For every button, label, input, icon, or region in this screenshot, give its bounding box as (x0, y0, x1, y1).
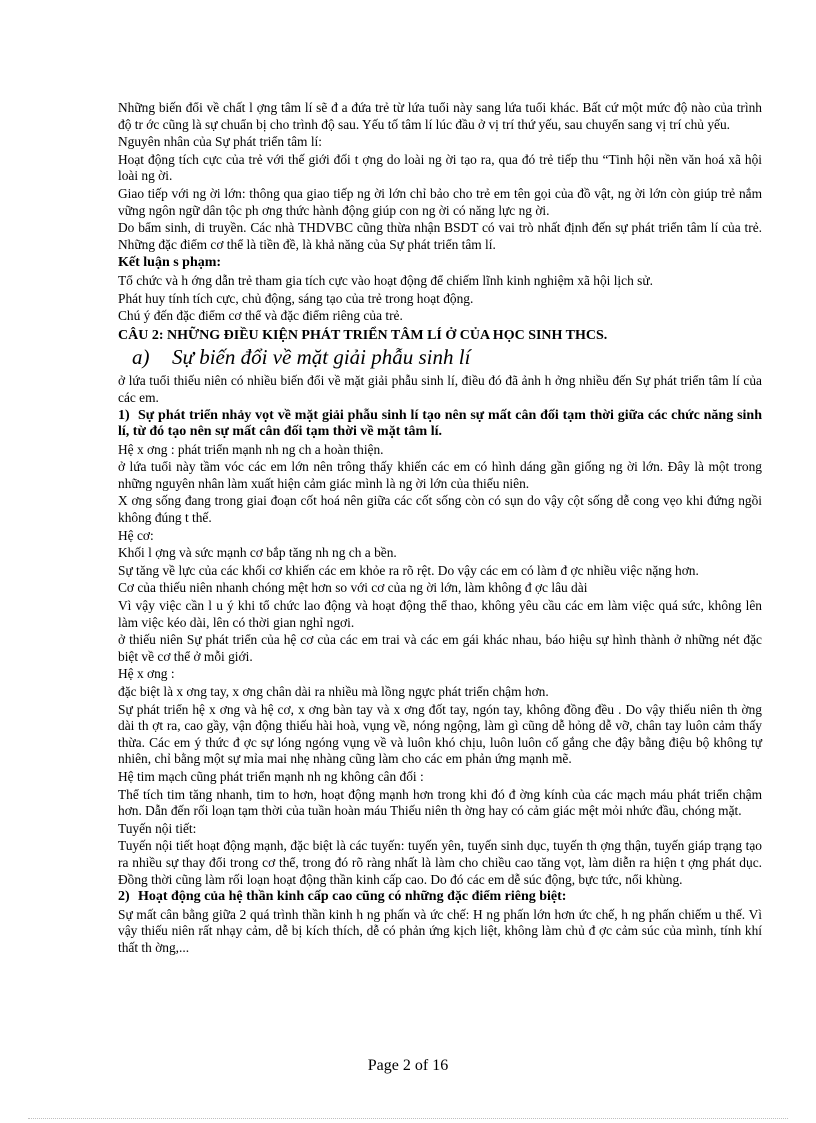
item-text: Hoạt động của hệ thần kinh cấp cao cũng có những đặc điểm riêng biệt: (138, 889, 567, 905)
paragraph: Vì vậy việc cần l u ý khi tổ chức lao động và hoạt động thể thao, không yêu cầu các em làm việc quá sức, không lên làm việc kéo dài, lên có thời gian nghỉ ngơi. (118, 598, 762, 630)
paragraph: Phát huy tính tích cực, chủ động, sáng tạo của trẻ trong hoạt động. (118, 290, 474, 306)
item-label: 1) (118, 407, 130, 423)
subsection-heading (132, 345, 762, 369)
page-bottom-divider (28, 1118, 788, 1119)
paragraph: ở lứa tuổi thiếu niên có nhiều biến đổi về mặt giải phẫu sinh lí, điều đó đã ảnh h ởng nhiều đến Sự phát triển tâm lí của các em. (118, 373, 762, 405)
paragraph: Tuyến nội tiết: (118, 820, 197, 836)
numbered-point (118, 408, 762, 441)
item-label: 2) (118, 889, 130, 905)
document-body (118, 100, 762, 958)
paragraph: Hệ x ơng : phát triển mạnh nh ng ch a hoàn thiện. (118, 441, 384, 457)
question-heading: CÂU 2: NHỮNG ĐIỀU KIỆN PHÁT TRIỂN TÂM LÍ Ở CỦA HỌC SINH THCS. (118, 327, 608, 343)
paragraph: Cơ của thiếu niên nhanh chóng mệt hơn so với cơ của ng ời lớn, làm không đ ợc lâu dài (118, 580, 588, 596)
paragraph: Hệ tim mạch cũng phát triển mạnh nh ng không cân đối : (118, 768, 424, 784)
paragraph: Sự mất cân bằng giữa 2 quá trình thần kinh h ng phấn và ức chế: H ng phấn lớn hơn ức chế, h ng phấn chiếm u thế. Vì vậy thiếu niên rất nhạy cảm, dễ bị kích thích, dễ có phản ứng kịch liệt, không làm chủ đ ợc cảm súc của mình, tính khí thất th ờng,... (118, 906, 762, 955)
item-text: Sự phát triển nhảy vọt về mặt giải phẫu sinh lí tạo nên sự mất cân đối tạm thời giữa các chức năng sinh lí, từ đó tạo nên sự mất cân đối tạm thời về mặt tâm lí. (118, 407, 762, 440)
paragraph: ở lứa tuổi này tầm vóc các em lớn nên trông thấy khiến các em có hình dáng gần giống ng ời lớn. Đây là một trong những nguyên nhân làm xuất hiện cảm giác mình là ng ời lớn của thiếu niên. (118, 459, 762, 491)
paragraph: Khối l ợng và sức mạnh cơ bắp tăng nh ng ch a bền. (118, 545, 397, 561)
paragraph: Do bẩm sinh, di truyền. Các nhà THDVBC cũng thừa nhận BSDT có vai trò nhất định đến sự phát triển tâm lí của trẻ. Những đặc điểm cơ thể là tiền đề, là khả năng của Sự phát triển tâm lí. (118, 220, 762, 252)
section-heading: Kết luận s phạm: (118, 255, 222, 271)
paragraph: Sự phát triển hệ x ơng và hệ cơ, x ơng bàn tay và x ơng đốt tay, ngón tay, không đồng đều . Do vậy thiếu niên th ờng dài th ợt ra, cao gầy, vận động thiếu hài hoà, vụng về, nóng ngộng, làm gì cũng dễ hỏng dễ vỡ, chân tay luôn cảm thấy thừa. Các em ý thức đ ợc sự lóng ngóng vụng về và luôn khó chịu, luôn luôn cố gắng che đậy bằng điệu bộ không tự nhiên, chỉ bằng một sự mỉa mai nhẹ nhàng cũng làm cho các em phản ứng mạnh mẽ. (118, 701, 762, 767)
paragraph: Giao tiếp với ng ời lớn: thông qua giao tiếp ng ời lớn chỉ bảo cho trẻ em tên gọi của đồ vật, ng ời lớn còn giúp trẻ nắm vững ngôn ngữ dân tộc ph ơng thức hành động giúp con ng ời có năng lực ng ời. (118, 185, 762, 218)
paragraph: Những biến đổi về chất l ợng tâm lí sẽ đ a đứa trẻ từ lứa tuổi này sang lứa tuổi khác. Bất cứ một mức độ nào của trình độ tr ớc cũng là sự chuẩn bị cho trình độ sau. Yếu tố tâm lí lúc đầu ở vị trí thứ yếu, sau chuyển sang vị trí chủ yếu. (118, 100, 762, 132)
paragraph: Hệ x ơng : (118, 666, 175, 682)
paragraph: X ơng sống đang trong giai đoạn cốt hoá nên giữa các cốt sống còn có sụn do vậy cột sống dễ cong vẹo khi đứng ngồi không đúng t thế. (118, 493, 762, 526)
paragraph: Sự tăng về lực của các khối cơ khiến các em khỏe ra rõ rệt. Do vậy các em có làm đ ợc nhiều việc nặng hơn. (118, 562, 699, 578)
paragraph: Hoạt động tích cực của trẻ với thế giới đối t ợng do loài ng ời tạo ra, qua đó trẻ tiếp thu “Tinh hội nền văn hoá xã hội loài ng ời. (118, 151, 762, 184)
item-label: a) (132, 345, 150, 370)
paragraph: ở thiếu niên Sự phát triển của hệ cơ của các em trai và các em gái khác nhau, báo hiệu sự hình thành ở những nét đặc biệt về cơ thể ở mỗi giới. (118, 632, 762, 664)
page-number: Page 2 of 16 (367, 1057, 449, 1074)
paragraph: Nguyên nhân của Sự phát triển tâm lí: (118, 134, 322, 150)
paragraph: Tổ chức và h ớng dẫn trẻ tham gia tích cực vào hoạt động để chiếm lĩnh kinh nghiệm xã hội lịch sử. (118, 272, 653, 288)
paragraph: Hệ cơ: (118, 527, 154, 543)
numbered-point (118, 889, 762, 906)
paragraph: Thể tích tim tăng nhanh, tim to hơn, hoạt động mạnh hơn trong khi đó đ ờng kính của các mạch máu phát triển chậm hơn. Dẫn đến rối loạn tạm thời của tuần hoàn máu Thiếu niên th ờng hay có cảm giác mệt mỏi nhức đầu, chóng mặt. (118, 786, 762, 819)
paragraph: Tuyến nội tiết hoạt động mạnh, đặc biệt là các tuyến: tuyến yên, tuyến sinh dục, tuyến th ợng thận, tuyến giáp trạng tạo ra nhiều sự thay đổi trong cơ thể, trong đó rõ ràng nhất là làm cho chiều cao tăng vọt, làm diễn ra hiện t ợng phát dục. Đồng thời cũng làm rối loạn hoạt động thần kinh cấp cao. Do đó các em dễ súc động, bực tức, nổi khùng. (118, 838, 762, 887)
paragraph: đặc biệt là x ơng tay, x ơng chân dài ra nhiều mà lồng ngực phát triển chậm hơn. (118, 684, 549, 699)
item-text: Sự biến đổi về mặt giải phẫu sinh lí (172, 345, 471, 370)
paragraph: Chú ý đến đặc điểm cơ thể và đặc điểm riêng của trẻ. (118, 308, 403, 324)
